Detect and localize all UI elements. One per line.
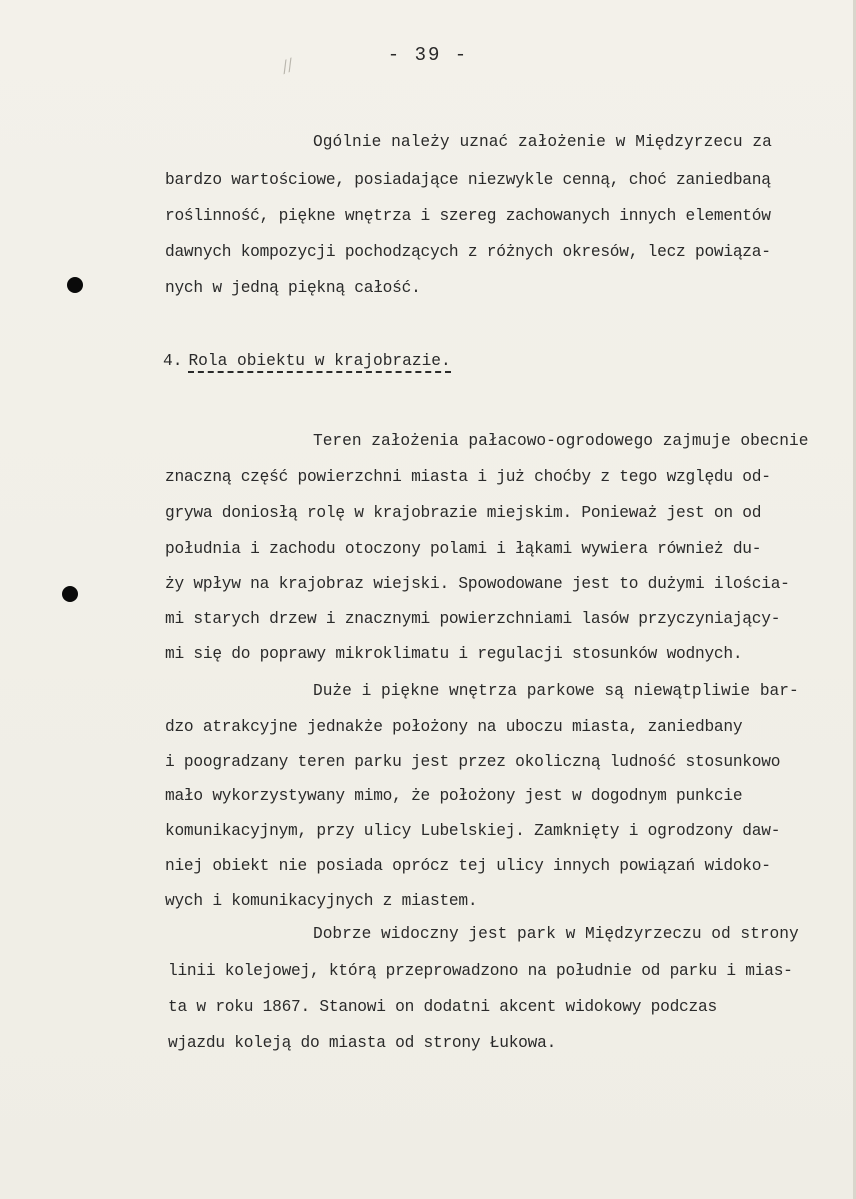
section-title: Rola obiektu w krajobrazie. <box>188 352 450 373</box>
punch-hole-bottom <box>62 586 78 602</box>
paragraph-1-line: roślinność, piękne wnętrza i szereg zachowanych innych elementów <box>165 207 771 225</box>
paragraph-1-line: dawnych kompozycji pochodzących z różnych okresów, lecz powiąza- <box>165 243 771 261</box>
paragraph-2-line: znaczną część powierzchni miasta i już choćby z tego względu od- <box>165 468 771 486</box>
paragraph-3-line: wych i komunikacyjnych z miastem. <box>165 892 478 910</box>
paragraph-2-line: ży wpływ na krajobraz wiejski. Spowodowane jest to dużymi ilościa- <box>165 575 790 593</box>
punch-hole-top <box>67 277 83 293</box>
paragraph-4-line: linii kolejowej, którą przeprowadzono na południe od parku i mias- <box>168 962 793 980</box>
paragraph-1-line: bardzo wartościowe, posiadające niezwykle cenną, choć zaniedbaną <box>165 171 771 189</box>
paragraph-4-line: ta w roku 1867. Stanowi on dodatni akcent widokowy podczas <box>168 998 717 1016</box>
paragraph-2-line: południa i zachodu otoczony polami i łąkami wywiera również du- <box>165 540 762 558</box>
paragraph-3-line: komunikacyjnym, przy ulicy Lubelskiej. Zamknięty i ogrodzony daw- <box>165 822 781 840</box>
paragraph-3-line: i poogradzany teren parku jest przez okoliczną ludność stosunkowo <box>165 753 781 771</box>
pencil-mark: // <box>279 54 296 77</box>
paragraph-3-line: Duże i piękne wnętrza parkowe są niewątpliwie bar- <box>313 682 799 700</box>
paragraph-2-line: Teren założenia pałacowo-ogrodowego zajmuje obecnie <box>313 432 809 450</box>
paragraph-3-line: mało wykorzystywany mimo, że położony jest w dogodnym punkcie <box>165 787 743 805</box>
page-number: - 39 - <box>387 44 469 66</box>
paragraph-1-line: nych w jedną piękną całość. <box>165 279 421 297</box>
section-number: 4. <box>163 352 183 370</box>
paragraph-4-line: wjazdu koleją do miasta od strony Łukowa. <box>168 1034 557 1052</box>
paragraph-2-line: mi starych drzew i znacznymi powierzchniami lasów przyczyniający- <box>165 610 781 628</box>
paragraph-3-line: niej obiekt nie posiada oprócz tej ulicy innych powiązań widoko- <box>165 857 771 875</box>
paragraph-2-line: mi się do poprawy mikroklimatu i regulacji stosunków wodnych. <box>165 645 743 663</box>
paragraph-2-line: grywa doniosłą rolę w krajobrazie miejskim. Ponieważ jest on od <box>165 504 762 522</box>
paragraph-1-line: Ogólnie należy uznać założenie w Międzyrzecu za <box>313 133 772 151</box>
section-heading <box>163 352 451 370</box>
paragraph-3-line: dzo atrakcyjne jednakże położony na uboczu miasta, zaniedbany <box>165 718 743 736</box>
paragraph-4-line: Dobrze widoczny jest park w Międzyrzeczu od strony <box>313 925 799 943</box>
